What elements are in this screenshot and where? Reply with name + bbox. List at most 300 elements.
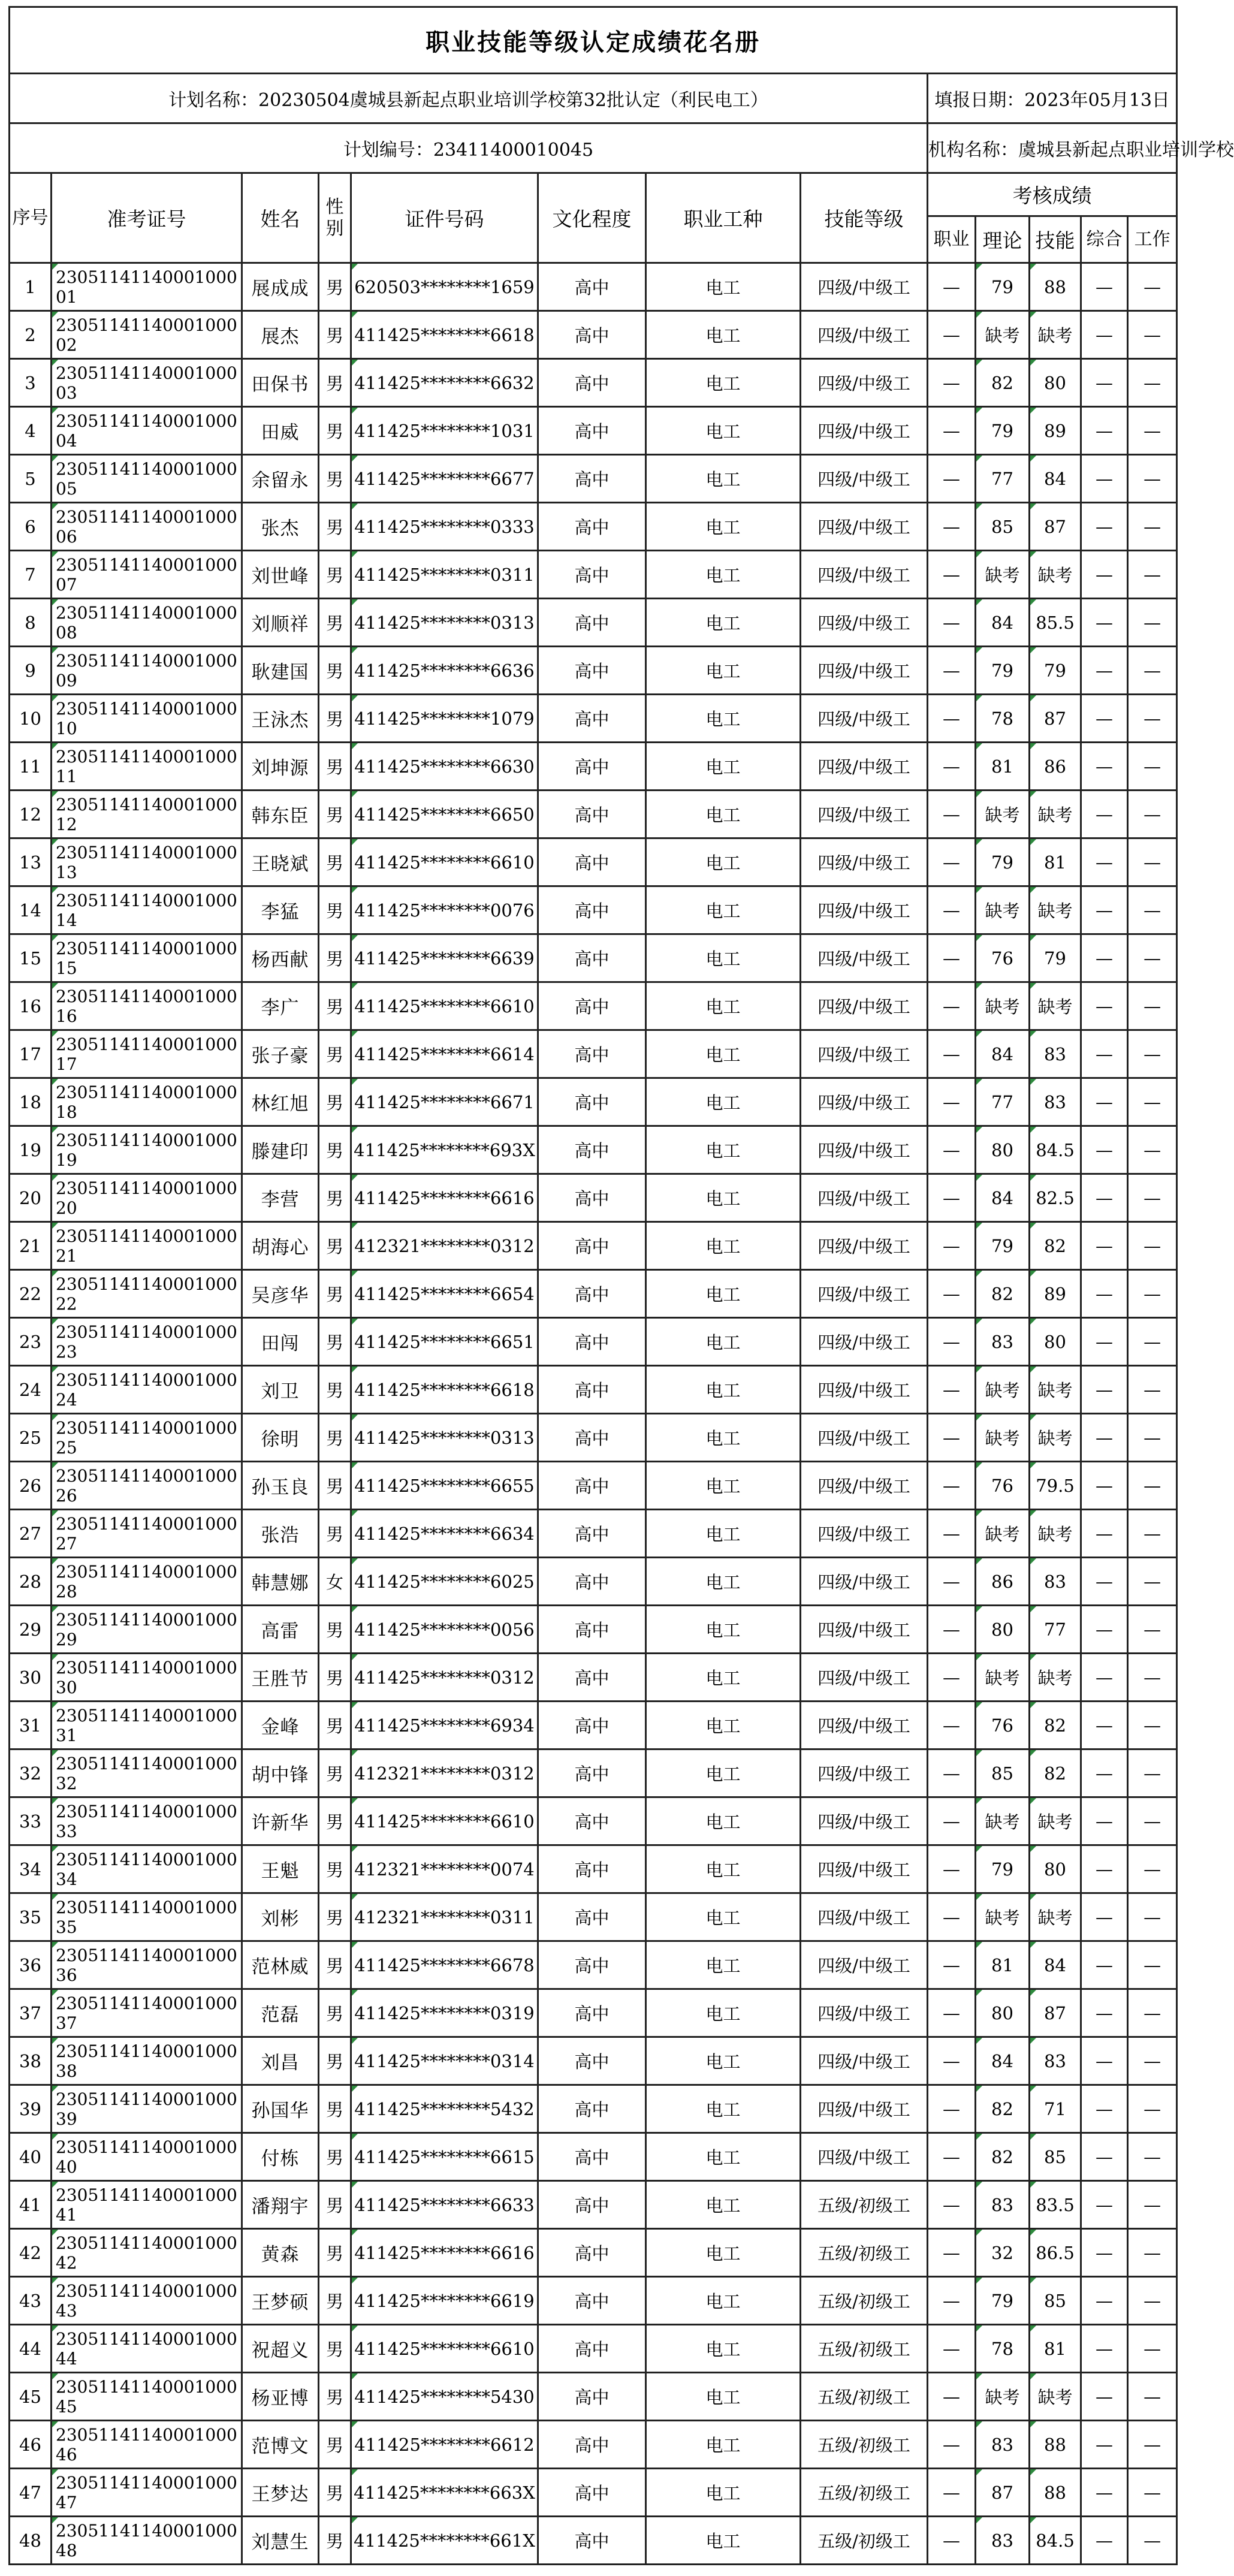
row-gender: 男: [319, 647, 351, 695]
row-seq: 10: [10, 695, 52, 743]
table-row: [10, 1989, 1177, 2037]
row-gender: 男: [319, 1318, 351, 1366]
row-score-skill: 79: [1030, 934, 1081, 982]
row-id-no: 411425********6655: [351, 1462, 538, 1510]
row-score-profession: —: [928, 2325, 976, 2373]
row-seq: 26: [10, 1462, 52, 1510]
row-skill-level: 四级/中级工: [801, 1414, 928, 1462]
row-id-no: 411425********6618: [351, 1366, 538, 1414]
row-exam-no: 2305114114000100006: [52, 503, 242, 551]
row-seq: 40: [10, 2133, 52, 2181]
row-score-comprehensive: —: [1081, 1270, 1128, 1318]
table-row: [10, 599, 1177, 647]
row-score-skill: 缺考: [1030, 791, 1081, 838]
row-id-no: 620503********1659: [351, 263, 538, 311]
row-education: 高中: [538, 1702, 646, 1749]
header-score-skill: 技能: [1030, 216, 1081, 263]
row-skill-level: 四级/中级工: [801, 1654, 928, 1702]
header-skill-level: 技能等级: [801, 173, 928, 263]
score-roster-table: [8, 6, 1234, 2565]
row-score-skill: 85.5: [1030, 599, 1081, 647]
row-education: 高中: [538, 1749, 646, 1797]
row-score-theory: 缺考: [976, 1414, 1030, 1462]
row-name: 刘卫: [242, 1366, 319, 1414]
row-name: 展成成: [242, 263, 319, 311]
row-occupation: 电工: [646, 1366, 801, 1414]
row-occupation: 电工: [646, 2133, 801, 2181]
row-score-theory: 87: [976, 2469, 1030, 2517]
row-occupation: 电工: [646, 2229, 801, 2277]
row-name: 耿建国: [242, 647, 319, 695]
row-id-no: 411425********0319: [351, 1989, 538, 2037]
row-name: 李猛: [242, 886, 319, 934]
row-seq: 16: [10, 982, 52, 1030]
row-score-work: —: [1128, 1606, 1177, 1654]
row-seq: 35: [10, 1893, 52, 1941]
row-score-theory: 83: [976, 2517, 1030, 2565]
row-score-theory: 缺考: [976, 551, 1030, 599]
row-score-skill: 84.5: [1030, 1126, 1081, 1174]
row-score-work: —: [1128, 1558, 1177, 1606]
row-gender: 男: [319, 1606, 351, 1654]
row-score-work: —: [1128, 1797, 1177, 1845]
row-score-comprehensive: —: [1081, 1989, 1128, 2037]
row-id-no: 411425********0314: [351, 2037, 538, 2085]
row-score-comprehensive: —: [1081, 2133, 1128, 2181]
row-score-comprehensive: —: [1081, 1510, 1128, 1558]
row-gender: 男: [319, 263, 351, 311]
row-name: 刘慧生: [242, 2517, 319, 2565]
row-occupation: 电工: [646, 1510, 801, 1558]
row-occupation: 电工: [646, 2517, 801, 2565]
row-score-skill: 缺考: [1030, 1893, 1081, 1941]
row-occupation: 电工: [646, 2325, 801, 2373]
row-skill-level: 四级/中级工: [801, 1174, 928, 1222]
table-row: [10, 1366, 1177, 1414]
row-id-no: 411425********6025: [351, 1558, 538, 1606]
table-row: [10, 2181, 1177, 2229]
row-education: 高中: [538, 1654, 646, 1702]
row-score-theory: 79: [976, 1222, 1030, 1270]
table-row: [10, 647, 1177, 695]
row-gender: 男: [319, 2229, 351, 2277]
row-occupation: 电工: [646, 503, 801, 551]
row-exam-no: 2305114114000100010: [52, 695, 242, 743]
row-education: 高中: [538, 695, 646, 743]
row-seq: 7: [10, 551, 52, 599]
row-name: 杨西献: [242, 934, 319, 982]
row-score-work: —: [1128, 1462, 1177, 1510]
row-gender: 男: [319, 1797, 351, 1845]
row-name: 余留永: [242, 455, 319, 503]
row-score-work: —: [1128, 551, 1177, 599]
row-seq: 30: [10, 1654, 52, 1702]
row-score-skill: 84.5: [1030, 2517, 1081, 2565]
row-gender: 男: [319, 743, 351, 791]
row-score-profession: —: [928, 1078, 976, 1126]
row-score-comprehensive: —: [1081, 1126, 1128, 1174]
row-skill-level: 五级/初级工: [801, 2469, 928, 2517]
header-scores: 考核成绩: [928, 173, 1177, 216]
row-score-work: —: [1128, 1366, 1177, 1414]
row-score-comprehensive: —: [1081, 1606, 1128, 1654]
row-id-no: 411425********663X: [351, 2469, 538, 2517]
row-seq: 42: [10, 2229, 52, 2277]
row-score-comprehensive: —: [1081, 1654, 1128, 1702]
table-row: [10, 503, 1177, 551]
row-occupation: 电工: [646, 2421, 801, 2469]
row-skill-level: 四级/中级工: [801, 934, 928, 982]
row-education: 高中: [538, 1174, 646, 1222]
row-exam-no: 2305114114000100004: [52, 407, 242, 455]
row-skill-level: 四级/中级工: [801, 1126, 928, 1174]
row-score-skill: 82: [1030, 1749, 1081, 1797]
row-score-theory: 84: [976, 2037, 1030, 2085]
row-score-theory: 缺考: [976, 982, 1030, 1030]
row-id-no: 411425********0076: [351, 886, 538, 934]
table-row: [10, 1941, 1177, 1989]
row-score-skill: 82: [1030, 1222, 1081, 1270]
row-score-theory: 77: [976, 1078, 1030, 1126]
row-score-work: —: [1128, 263, 1177, 311]
row-score-theory: 76: [976, 1702, 1030, 1749]
row-occupation: 电工: [646, 1270, 801, 1318]
row-education: 高中: [538, 1414, 646, 1462]
row-seq: 25: [10, 1414, 52, 1462]
row-score-work: —: [1128, 407, 1177, 455]
row-id-no: 411425********0313: [351, 1414, 538, 1462]
row-seq: 14: [10, 886, 52, 934]
row-name: 刘世峰: [242, 551, 319, 599]
row-score-skill: 88: [1030, 2421, 1081, 2469]
row-education: 高中: [538, 1797, 646, 1845]
row-score-theory: 79: [976, 263, 1030, 311]
row-gender: 男: [319, 838, 351, 886]
row-id-no: 411425********6630: [351, 743, 538, 791]
row-seq: 9: [10, 647, 52, 695]
row-score-skill: 81: [1030, 2325, 1081, 2373]
row-name: 张浩: [242, 1510, 319, 1558]
row-score-skill: 80: [1030, 1845, 1081, 1893]
organization-name: 机构名称：虞城县新起点职业培训学校: [928, 123, 1177, 173]
row-seq: 4: [10, 407, 52, 455]
row-score-skill: 缺考: [1030, 1510, 1081, 1558]
row-score-comprehensive: —: [1081, 359, 1128, 407]
row-score-work: —: [1128, 1749, 1177, 1797]
row-occupation: 电工: [646, 934, 801, 982]
row-score-theory: 缺考: [976, 1510, 1030, 1558]
row-occupation: 电工: [646, 407, 801, 455]
row-score-comprehensive: —: [1081, 838, 1128, 886]
table-row: [10, 2421, 1177, 2469]
row-score-comprehensive: —: [1081, 2037, 1128, 2085]
row-score-comprehensive: —: [1081, 1893, 1128, 1941]
row-score-theory: 83: [976, 2421, 1030, 2469]
row-score-profession: —: [928, 2421, 976, 2469]
row-exam-no: 2305114114000100020: [52, 1174, 242, 1222]
row-exam-no: 2305114114000100034: [52, 1845, 242, 1893]
row-seq: 45: [10, 2373, 52, 2421]
row-seq: 38: [10, 2037, 52, 2085]
row-education: 高中: [538, 407, 646, 455]
row-score-profession: —: [928, 1126, 976, 1174]
row-education: 高中: [538, 1845, 646, 1893]
row-score-theory: 82: [976, 2133, 1030, 2181]
row-name: 许新华: [242, 1797, 319, 1845]
table-row: [10, 886, 1177, 934]
row-score-comprehensive: —: [1081, 503, 1128, 551]
row-gender: 男: [319, 982, 351, 1030]
row-seq: 5: [10, 455, 52, 503]
row-name: 王魁: [242, 1845, 319, 1893]
row-score-profession: —: [928, 1606, 976, 1654]
row-score-profession: —: [928, 2277, 976, 2325]
row-seq: 20: [10, 1174, 52, 1222]
row-gender: 男: [319, 1941, 351, 1989]
row-score-theory: 77: [976, 455, 1030, 503]
row-occupation: 电工: [646, 1126, 801, 1174]
row-id-no: 411425********6616: [351, 1174, 538, 1222]
row-score-skill: 84: [1030, 455, 1081, 503]
row-score-work: —: [1128, 2133, 1177, 2181]
row-name: 张杰: [242, 503, 319, 551]
row-score-profession: —: [928, 503, 976, 551]
row-exam-no: 2305114114000100014: [52, 886, 242, 934]
header-name: 姓名: [242, 173, 319, 263]
row-seq: 44: [10, 2325, 52, 2373]
row-education: 高中: [538, 551, 646, 599]
row-name: 金峰: [242, 1702, 319, 1749]
row-education: 高中: [538, 359, 646, 407]
row-gender: 女: [319, 1558, 351, 1606]
row-gender: 男: [319, 791, 351, 838]
row-score-profession: —: [928, 1749, 976, 1797]
row-name: 祝超义: [242, 2325, 319, 2373]
row-score-theory: 缺考: [976, 1654, 1030, 1702]
row-score-profession: —: [928, 1797, 976, 1845]
row-score-profession: —: [928, 695, 976, 743]
row-score-theory: 83: [976, 2181, 1030, 2229]
row-name: 范林威: [242, 1941, 319, 1989]
row-name: 王胜节: [242, 1654, 319, 1702]
row-education: 高中: [538, 1030, 646, 1078]
row-education: 高中: [538, 2325, 646, 2373]
row-score-comprehensive: —: [1081, 695, 1128, 743]
row-score-skill: 87: [1030, 1989, 1081, 2037]
row-name: 范博文: [242, 2421, 319, 2469]
row-score-comprehensive: —: [1081, 1174, 1128, 1222]
row-id-no: 411425********6610: [351, 838, 538, 886]
row-seq: 27: [10, 1510, 52, 1558]
row-score-work: —: [1128, 1989, 1177, 2037]
row-name: 胡中锋: [242, 1749, 319, 1797]
row-gender: 男: [319, 1845, 351, 1893]
row-id-no: 412321********0311: [351, 1893, 538, 1941]
row-name: 滕建印: [242, 1126, 319, 1174]
table-row: [10, 1558, 1177, 1606]
table-row: [10, 838, 1177, 886]
row-score-theory: 76: [976, 934, 1030, 982]
table-row: [10, 1893, 1177, 1941]
row-score-work: —: [1128, 934, 1177, 982]
row-score-theory: 78: [976, 695, 1030, 743]
row-id-no: 411425********6934: [351, 1702, 538, 1749]
row-score-profession: —: [928, 1366, 976, 1414]
row-score-theory: 83: [976, 1318, 1030, 1366]
row-gender: 男: [319, 2517, 351, 2565]
row-score-profession: —: [928, 1270, 976, 1318]
row-score-work: —: [1128, 2517, 1177, 2565]
table-row: [10, 2085, 1177, 2133]
row-name: 田闯: [242, 1318, 319, 1366]
row-exam-no: 2305114114000100031: [52, 1702, 242, 1749]
row-score-comprehensive: —: [1081, 2325, 1128, 2373]
row-id-no: 411425********661X: [351, 2517, 538, 2565]
row-score-comprehensive: —: [1081, 1030, 1128, 1078]
row-score-skill: 缺考: [1030, 1414, 1081, 1462]
table-row: [10, 1510, 1177, 1558]
row-score-skill: 82.5: [1030, 1174, 1081, 1222]
row-seq: 13: [10, 838, 52, 886]
row-education: 高中: [538, 1270, 646, 1318]
row-id-no: 411425********6671: [351, 1078, 538, 1126]
row-score-work: —: [1128, 695, 1177, 743]
row-name: 黄森: [242, 2229, 319, 2277]
row-seq: 1: [10, 263, 52, 311]
row-score-work: —: [1128, 886, 1177, 934]
table-row: [10, 1749, 1177, 1797]
row-skill-level: 四级/中级工: [801, 551, 928, 599]
row-score-skill: 86: [1030, 743, 1081, 791]
row-score-profession: —: [928, 1222, 976, 1270]
row-name: 杨亚博: [242, 2373, 319, 2421]
row-score-work: —: [1128, 455, 1177, 503]
row-seq: 11: [10, 743, 52, 791]
row-score-profession: —: [928, 2469, 976, 2517]
row-id-no: 411425********0333: [351, 503, 538, 551]
row-score-comprehensive: —: [1081, 2085, 1128, 2133]
row-score-profession: —: [928, 1174, 976, 1222]
row-score-theory: 缺考: [976, 1797, 1030, 1845]
row-name: 展杰: [242, 311, 319, 359]
row-score-profession: —: [928, 1941, 976, 1989]
row-name: 林红旭: [242, 1078, 319, 1126]
row-education: 高中: [538, 1606, 646, 1654]
row-score-comprehensive: —: [1081, 2277, 1128, 2325]
row-score-comprehensive: —: [1081, 2373, 1128, 2421]
row-score-work: —: [1128, 359, 1177, 407]
row-exam-no: 2305114114000100009: [52, 647, 242, 695]
table-row: [10, 2277, 1177, 2325]
row-score-work: —: [1128, 1654, 1177, 1702]
row-name: 王晓斌: [242, 838, 319, 886]
header-exam-no: 准考证号: [52, 173, 242, 263]
row-score-work: —: [1128, 2277, 1177, 2325]
table-row: [10, 1270, 1177, 1318]
row-id-no: 412321********0074: [351, 1845, 538, 1893]
row-exam-no: 2305114114000100048: [52, 2517, 242, 2565]
row-education: 高中: [538, 1318, 646, 1366]
row-score-comprehensive: —: [1081, 1941, 1128, 1989]
table-row: [10, 1654, 1177, 1702]
row-id-no: 412321********0312: [351, 1749, 538, 1797]
row-education: 高中: [538, 743, 646, 791]
row-occupation: 电工: [646, 647, 801, 695]
row-name: 刘彬: [242, 1893, 319, 1941]
row-exam-no: 2305114114000100037: [52, 1989, 242, 2037]
row-score-comprehensive: —: [1081, 551, 1128, 599]
row-id-no: 411425********6639: [351, 934, 538, 982]
row-score-profession: —: [928, 1702, 976, 1749]
row-education: 高中: [538, 2277, 646, 2325]
row-occupation: 电工: [646, 2469, 801, 2517]
row-score-comprehensive: —: [1081, 407, 1128, 455]
row-id-no: 411425********6612: [351, 2421, 538, 2469]
row-score-profession: —: [928, 647, 976, 695]
row-skill-level: 四级/中级工: [801, 2133, 928, 2181]
row-occupation: 电工: [646, 791, 801, 838]
row-id-no: 411425********5430: [351, 2373, 538, 2421]
row-exam-no: 2305114114000100036: [52, 1941, 242, 1989]
row-gender: 男: [319, 886, 351, 934]
row-exam-no: 2305114114000100030: [52, 1654, 242, 1702]
row-seq: 32: [10, 1749, 52, 1797]
table-row: [10, 2037, 1177, 2085]
row-score-work: —: [1128, 1126, 1177, 1174]
row-occupation: 电工: [646, 1222, 801, 1270]
row-occupation: 电工: [646, 311, 801, 359]
row-score-theory: 79: [976, 407, 1030, 455]
row-gender: 男: [319, 311, 351, 359]
row-score-work: —: [1128, 791, 1177, 838]
row-score-profession: —: [928, 1510, 976, 1558]
row-seq: 48: [10, 2517, 52, 2565]
row-score-work: —: [1128, 2037, 1177, 2085]
row-score-profession: —: [928, 1654, 976, 1702]
row-exam-no: 2305114114000100018: [52, 1078, 242, 1126]
row-score-skill: 79: [1030, 647, 1081, 695]
table-row: [10, 695, 1177, 743]
row-gender: 男: [319, 695, 351, 743]
row-gender: 男: [319, 1174, 351, 1222]
row-exam-no: 2305114114000100035: [52, 1893, 242, 1941]
row-education: 高中: [538, 1462, 646, 1510]
row-score-skill: 87: [1030, 503, 1081, 551]
row-id-no: 411425********6610: [351, 982, 538, 1030]
row-exam-no: 2305114114000100040: [52, 2133, 242, 2181]
row-skill-level: 四级/中级工: [801, 1270, 928, 1318]
row-occupation: 电工: [646, 2037, 801, 2085]
row-skill-level: 四级/中级工: [801, 1797, 928, 1845]
row-score-skill: 88: [1030, 2469, 1081, 2517]
row-id-no: 411425********6610: [351, 1797, 538, 1845]
row-score-work: —: [1128, 1174, 1177, 1222]
row-score-comprehensive: —: [1081, 599, 1128, 647]
row-exam-no: 2305114114000100044: [52, 2325, 242, 2373]
row-education: 高中: [538, 838, 646, 886]
row-skill-level: 四级/中级工: [801, 886, 928, 934]
row-id-no: 411425********6632: [351, 359, 538, 407]
row-score-comprehensive: —: [1081, 1222, 1128, 1270]
row-gender: 男: [319, 1989, 351, 2037]
row-skill-level: 四级/中级工: [801, 1366, 928, 1414]
row-occupation: 电工: [646, 1414, 801, 1462]
row-exam-no: 2305114114000100025: [52, 1414, 242, 1462]
row-score-work: —: [1128, 2325, 1177, 2373]
row-skill-level: 四级/中级工: [801, 359, 928, 407]
row-occupation: 电工: [646, 1558, 801, 1606]
row-education: 高中: [538, 1558, 646, 1606]
